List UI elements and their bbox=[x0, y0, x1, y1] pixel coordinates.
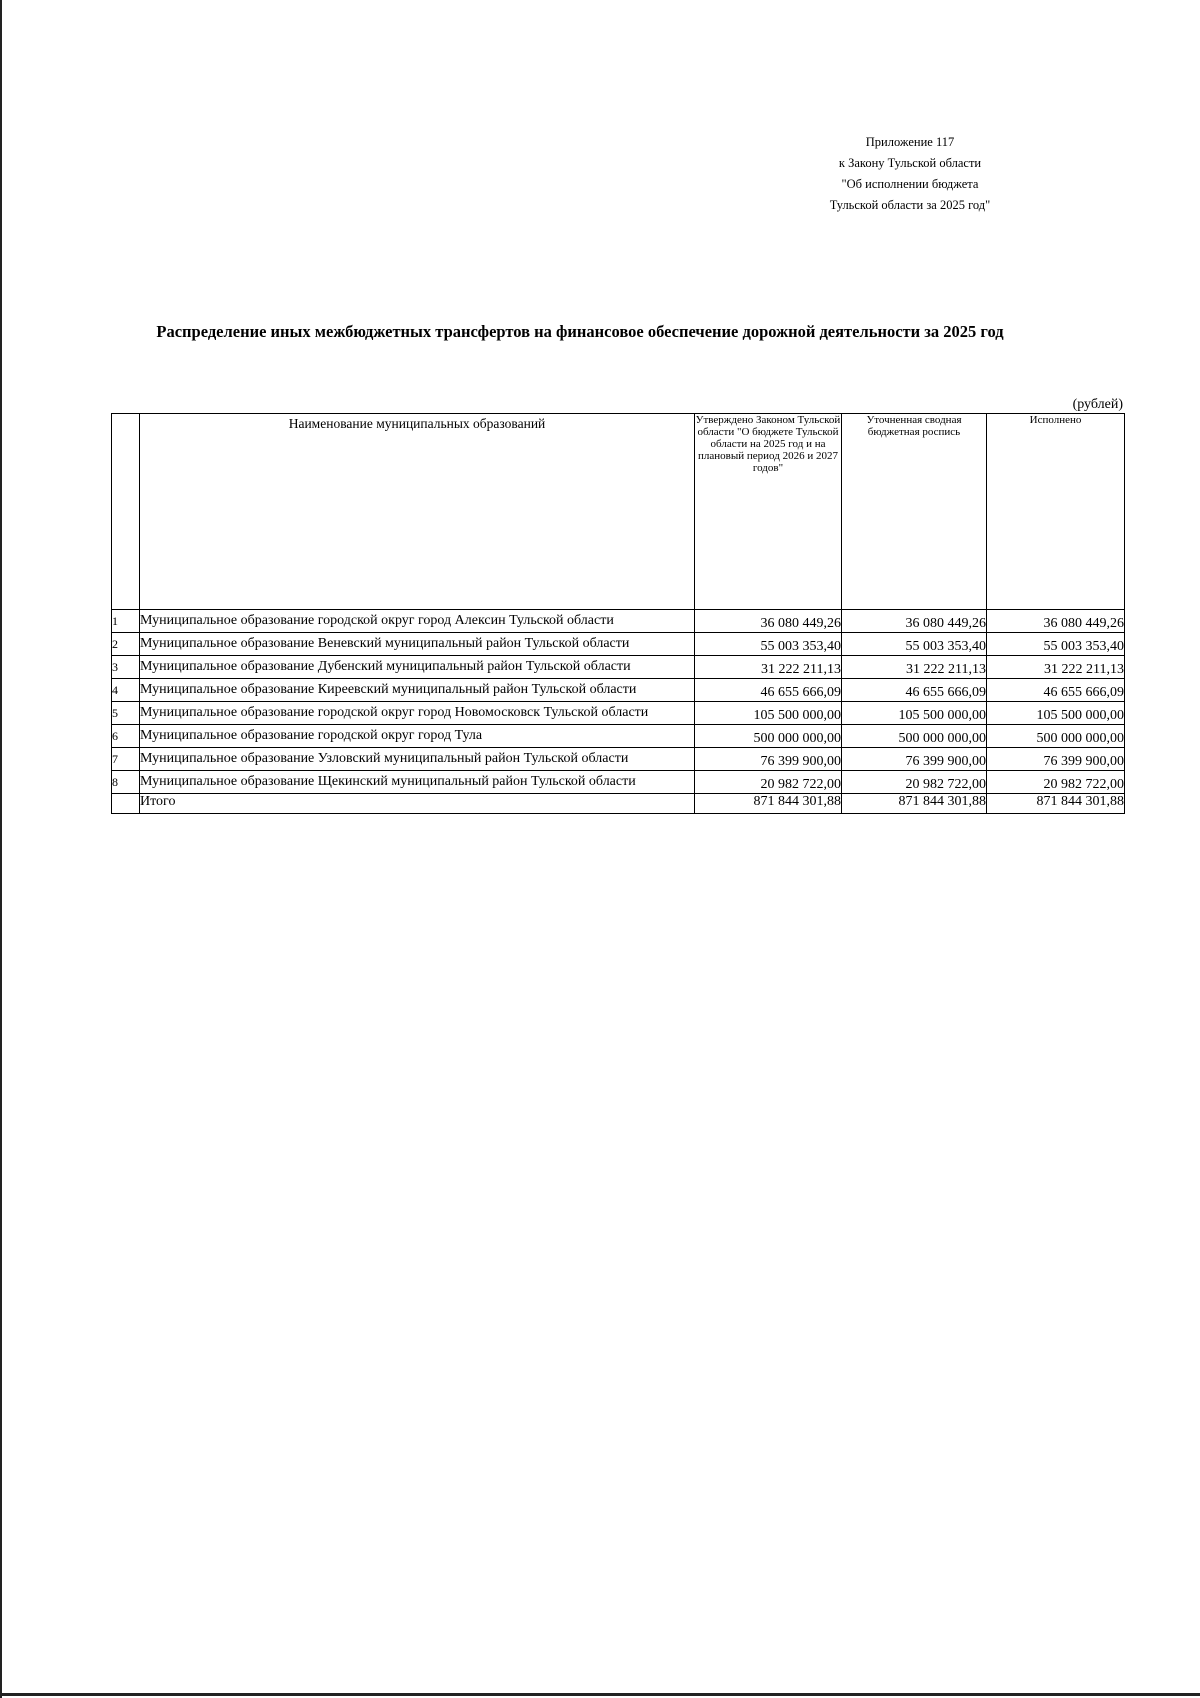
document-title: Распределение иных межбюджетных трансфертов на финансовое обеспечение дорожной деятельности за 2025 год bbox=[156, 322, 1004, 341]
row-number: 8 bbox=[112, 771, 140, 794]
row-refined: 76 399 900,00 bbox=[842, 748, 987, 771]
total-approved: 871 844 301,88 bbox=[695, 794, 842, 814]
total-executed: 871 844 301,88 bbox=[987, 794, 1125, 814]
row-refined: 46 655 666,09 bbox=[842, 679, 987, 702]
row-executed: 55 003 353,40 bbox=[987, 633, 1125, 656]
appendix-note bbox=[760, 132, 1060, 216]
row-approved: 46 655 666,09 bbox=[695, 679, 842, 702]
row-refined: 105 500 000,00 bbox=[842, 702, 987, 725]
total-row bbox=[112, 794, 1125, 814]
row-executed: 31 222 211,13 bbox=[987, 656, 1125, 679]
table-row bbox=[112, 702, 1125, 725]
row-number: 7 bbox=[112, 748, 140, 771]
row-name: Муниципальное образование Узловский муниципальный район Тульской области bbox=[140, 748, 695, 771]
scan-edge-bottom bbox=[0, 1693, 1200, 1696]
row-refined: 500 000 000,00 bbox=[842, 725, 987, 748]
row-refined: 55 003 353,40 bbox=[842, 633, 987, 656]
row-approved: 105 500 000,00 bbox=[695, 702, 842, 725]
row-name: Муниципальное образование городской округ город Новомосковск Тульской области bbox=[140, 702, 695, 725]
appendix-line-1: Приложение 117 bbox=[865, 135, 955, 149]
table-row bbox=[112, 656, 1125, 679]
table-row bbox=[112, 679, 1125, 702]
row-executed: 36 080 449,26 bbox=[987, 610, 1125, 633]
row-refined: 31 222 211,13 bbox=[842, 656, 987, 679]
row-number: 3 bbox=[112, 656, 140, 679]
transfers-table bbox=[111, 413, 1125, 814]
table-row bbox=[112, 771, 1125, 794]
appendix-line-4: Тульской области за 2025 год" bbox=[829, 198, 991, 212]
row-executed: 76 399 900,00 bbox=[987, 748, 1125, 771]
units-label: (рублей) bbox=[1072, 397, 1123, 412]
row-executed: 105 500 000,00 bbox=[987, 702, 1125, 725]
table-row bbox=[112, 725, 1125, 748]
row-name: Муниципальное образование Киреевский муниципальный район Тульской области bbox=[140, 679, 695, 702]
row-approved: 55 003 353,40 bbox=[695, 633, 842, 656]
total-refined: 871 844 301,88 bbox=[842, 794, 987, 814]
row-name: Муниципальное образование Щекинский муниципальный район Тульской области bbox=[140, 771, 695, 794]
row-name: Муниципальное образование Веневский муниципальный район Тульской области bbox=[140, 633, 695, 656]
row-approved: 20 982 722,00 bbox=[695, 771, 842, 794]
table-row bbox=[112, 748, 1125, 771]
row-refined: 20 982 722,00 bbox=[842, 771, 987, 794]
table-header-row bbox=[112, 414, 1125, 610]
header-name: Наименование муниципальных образований bbox=[140, 414, 695, 610]
row-refined: 36 080 449,26 bbox=[842, 610, 987, 633]
header-approved: Утверждено Законом Тульской области "О бюджете Тульской области на 2025 год и на плановый период 2026 и 2027 годов" bbox=[695, 414, 842, 610]
row-executed: 500 000 000,00 bbox=[987, 725, 1125, 748]
total-number bbox=[112, 794, 140, 814]
row-approved: 31 222 211,13 bbox=[695, 656, 842, 679]
row-executed: 20 982 722,00 bbox=[987, 771, 1125, 794]
table-row bbox=[112, 633, 1125, 656]
row-executed: 46 655 666,09 bbox=[987, 679, 1125, 702]
row-number: 4 bbox=[112, 679, 140, 702]
scan-edge-left bbox=[0, 0, 2, 1698]
appendix-line-2: к Закону Тульской области bbox=[838, 156, 982, 170]
row-name: Муниципальное образование Дубенский муниципальный район Тульской области bbox=[140, 656, 695, 679]
header-number bbox=[112, 414, 140, 610]
row-number: 2 bbox=[112, 633, 140, 656]
header-refined: Уточненная сводная бюджетная роспись bbox=[842, 414, 987, 610]
row-name: Муниципальное образование городской округ город Тула bbox=[140, 725, 695, 748]
row-number: 5 bbox=[112, 702, 140, 725]
appendix-line-3: "Об исполнении бюджета bbox=[841, 177, 979, 191]
table-row bbox=[112, 610, 1125, 633]
header-executed: Исполнено bbox=[987, 414, 1125, 610]
row-number: 1 bbox=[112, 610, 140, 633]
row-approved: 500 000 000,00 bbox=[695, 725, 842, 748]
row-approved: 36 080 449,26 bbox=[695, 610, 842, 633]
row-number: 6 bbox=[112, 725, 140, 748]
total-label: Итого bbox=[140, 794, 695, 814]
row-name: Муниципальное образование городской округ город Алексин Тульской области bbox=[140, 610, 695, 633]
row-approved: 76 399 900,00 bbox=[695, 748, 842, 771]
